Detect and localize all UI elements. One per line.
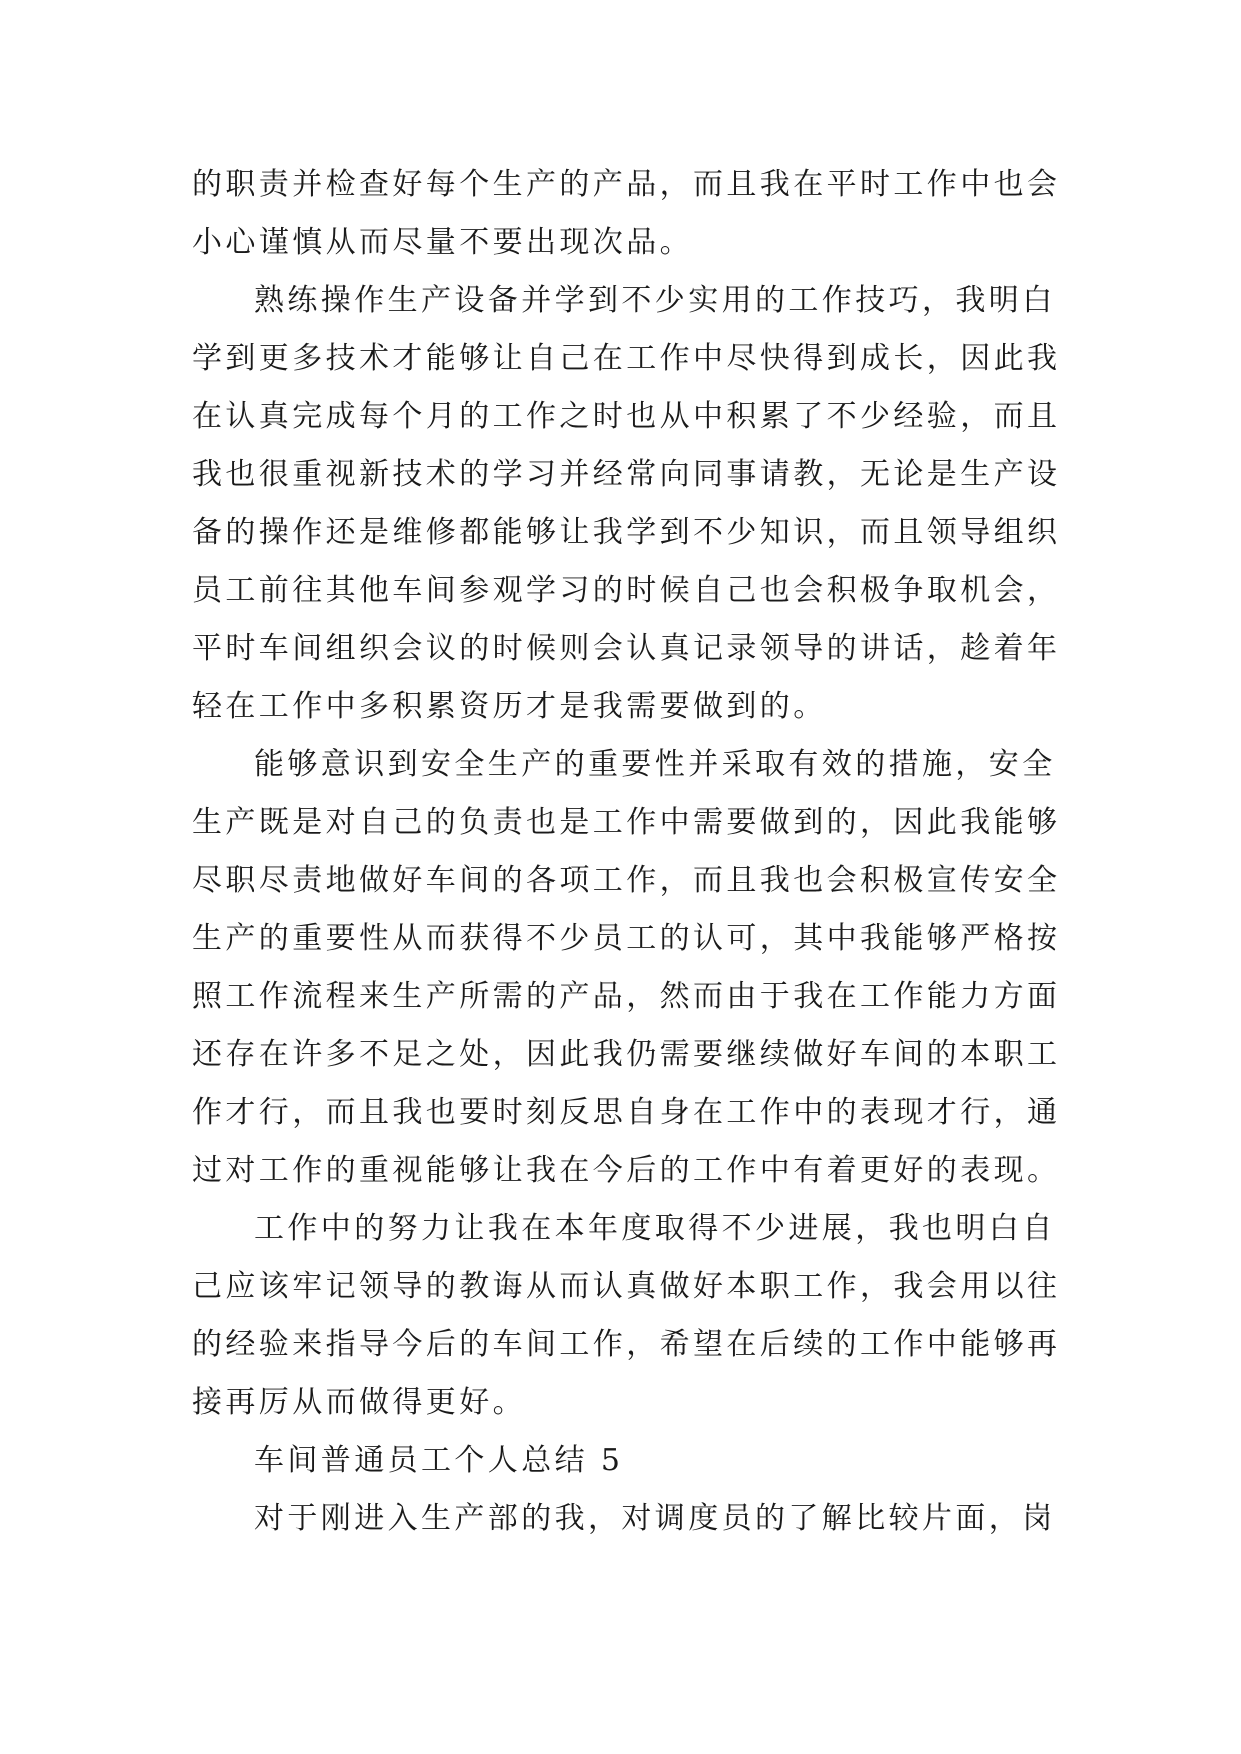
paragraph-line: 轻在工作中多积累资历才是我需要做到的。 <box>192 689 827 724</box>
paragraph-line: 小心谨慎从而尽量不要出现次品。 <box>192 225 693 260</box>
paragraph-line: 过对工作的重视能够让我在今后的工作中有着更好的表现。 <box>192 1153 1061 1188</box>
paragraph-line: 尽职尽责地做好车间的各项工作，而且我也会积极宣传安全 <box>192 863 1061 898</box>
paragraph-line: 照工作流程来生产所需的产品，然而由于我在工作能力方面 <box>192 979 1061 1014</box>
paragraph-line: 的经验来指导今后的车间工作，希望在后续的工作中能够再 <box>192 1327 1061 1362</box>
paragraph-line: 的职责并检查好每个生产的产品，而且我在平时工作中也会 <box>192 167 1061 202</box>
paragraph-first-line: 对于刚进入生产部的我，对调度员的了解比较片面，岗 <box>254 1501 1056 1536</box>
paragraph-line: 生产既是对自己的负责也是工作中需要做到的，因此我能够 <box>192 805 1061 840</box>
paragraph-line: 作才行，而且我也要时刻反思自身在工作中的表现才行，通 <box>192 1095 1061 1130</box>
paragraph-line: 还存在许多不足之处，因此我仍需要继续做好车间的本职工 <box>192 1037 1061 1072</box>
paragraph-line: 平时车间组织会议的时候则会认真记录领导的讲话，趁着年 <box>192 631 1061 666</box>
paragraph-line: 生产的重要性从而获得不少员工的认可，其中我能够严格按 <box>192 921 1061 956</box>
paragraph-line: 接再厉从而做得更好。 <box>192 1385 526 1420</box>
paragraph-first-line: 工作中的努力让我在本年度取得不少进展，我也明白自 <box>254 1211 1056 1246</box>
paragraph-line: 备的操作还是维修都能够让我学到不少知识，而且领导组织 <box>192 515 1061 550</box>
paragraph-first-line: 熟练操作生产设备并学到不少实用的工作技巧，我明白 <box>254 283 1056 318</box>
paragraph-first-line: 能够意识到安全生产的重要性并采取有效的措施，安全 <box>254 747 1056 782</box>
section-heading: 车间普通员工个人总结 5 <box>254 1443 624 1478</box>
paragraph-line: 学到更多技术才能够让自己在工作中尽快得到成长，因此我 <box>192 341 1061 376</box>
paragraph-line: 员工前往其他车间参观学习的时候自己也会积极争取机会， <box>192 573 1061 608</box>
paragraph-line: 己应该牢记领导的教诲从而认真做好本职工作，我会用以往 <box>192 1269 1061 1304</box>
paragraph-line: 我也很重视新技术的学习并经常向同事请教，无论是生产设 <box>192 457 1061 492</box>
paragraph-line: 在认真完成每个月的工作之时也从中积累了不少经验，而且 <box>192 399 1061 434</box>
